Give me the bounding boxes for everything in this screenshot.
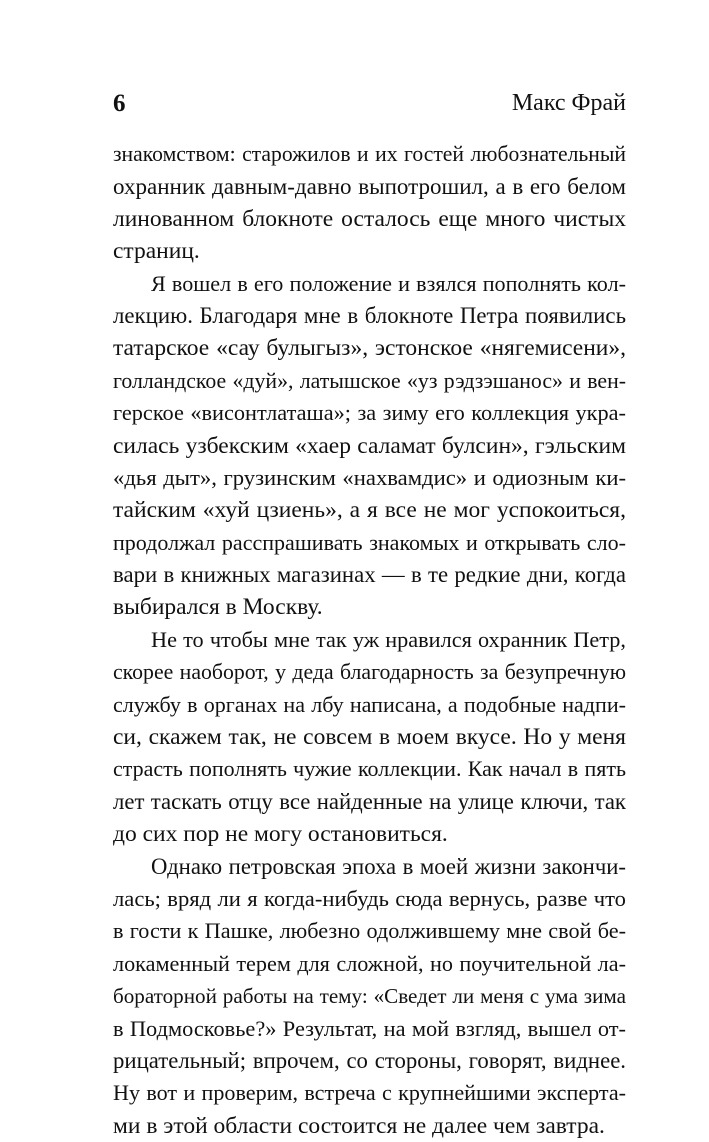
text-line: татарское «сау булыгыз», эстонское «нягемисени», [113, 335, 626, 362]
text-line: выбирался в Москву. [113, 594, 323, 621]
text-line: лась; вряд ли я когда-нибудь сюда вернусь, разве что [113, 885, 626, 911]
text-line: линованном блокноте осталось еще много чистых [113, 205, 626, 232]
text-line: страсть пополнять чужие коллекции. Как начал в пять [113, 756, 626, 782]
text-line: «дья дыт», грузинским «нахвамдис» и одиозным ки- [113, 464, 626, 490]
text-line: Не то чтобы мне так уж нравился охранник Петр, [151, 626, 626, 652]
text-line: локаменный терем для сложной, но поучительной ла- [113, 950, 626, 976]
text-line: ми в этой области состоится не далее чем завтра. [113, 1112, 605, 1139]
text-line: охранник давным-давно выпотрошил, а в его белом [113, 173, 626, 200]
text-line: лекцию. Благодаря мне в блокноте Петра появились [113, 302, 626, 328]
text-line: лет таскать отцу все найденные на улице ключи, так [113, 788, 626, 814]
page-number: 6 [113, 90, 126, 117]
body-text [113, 138, 626, 1142]
text-line: в Подмосковье?» Результат, на мой взгляд, вышел от- [113, 1015, 626, 1041]
running-head-author: Макс Фрай [511, 90, 626, 116]
text-line: вари в книжных магазинах — в те редкие дни, когда [113, 562, 626, 588]
text-line: бораторной работы на тему: «Сведет ли меня с ума зима [113, 984, 626, 1009]
text-line: герское «висонтлаташа»; за зиму его коллекция укра- [113, 400, 626, 426]
page-header [113, 90, 626, 124]
text-line: до сих пор не могу остановиться. [113, 821, 448, 848]
text-line: страниц. [113, 238, 200, 265]
text-line: тайским «хуй цзиень», а я все не мог успокоиться, [113, 497, 626, 524]
text-line: скорее наоборот, у деда благодарность за безупречную [113, 660, 626, 685]
text-line: Однако петровская эпоха в моей жизни закончи- [151, 853, 626, 879]
text-line: силась узбекским «хаер саламат булсин», гэльским [113, 432, 626, 459]
text-line: рицательный; впрочем, со стороны, говорят, виднее. [113, 1047, 626, 1073]
text-line: в гости к Пашке, любезно одолжившему мне свой бе- [113, 918, 626, 944]
text-line: голландское «дуй», латышское «уз рэдзэшанос» и вен- [113, 368, 626, 393]
text-line: службу в органах на лбу написана, а подобные надпи- [113, 691, 626, 717]
text-line: продолжал расспрашивать знакомых и открывать сло- [113, 529, 626, 555]
text-line: Ну вот и проверим, встреча с крупнейшими эксперта- [113, 1080, 626, 1106]
text-line: знакомством: старожилов и их гостей любознательный [113, 142, 626, 166]
text-line: си, скажем так, не совсем в моем вкусе. Но у меня [113, 724, 626, 751]
text-line: Я вошел в его положение и взялся пополнять кол- [151, 270, 626, 296]
